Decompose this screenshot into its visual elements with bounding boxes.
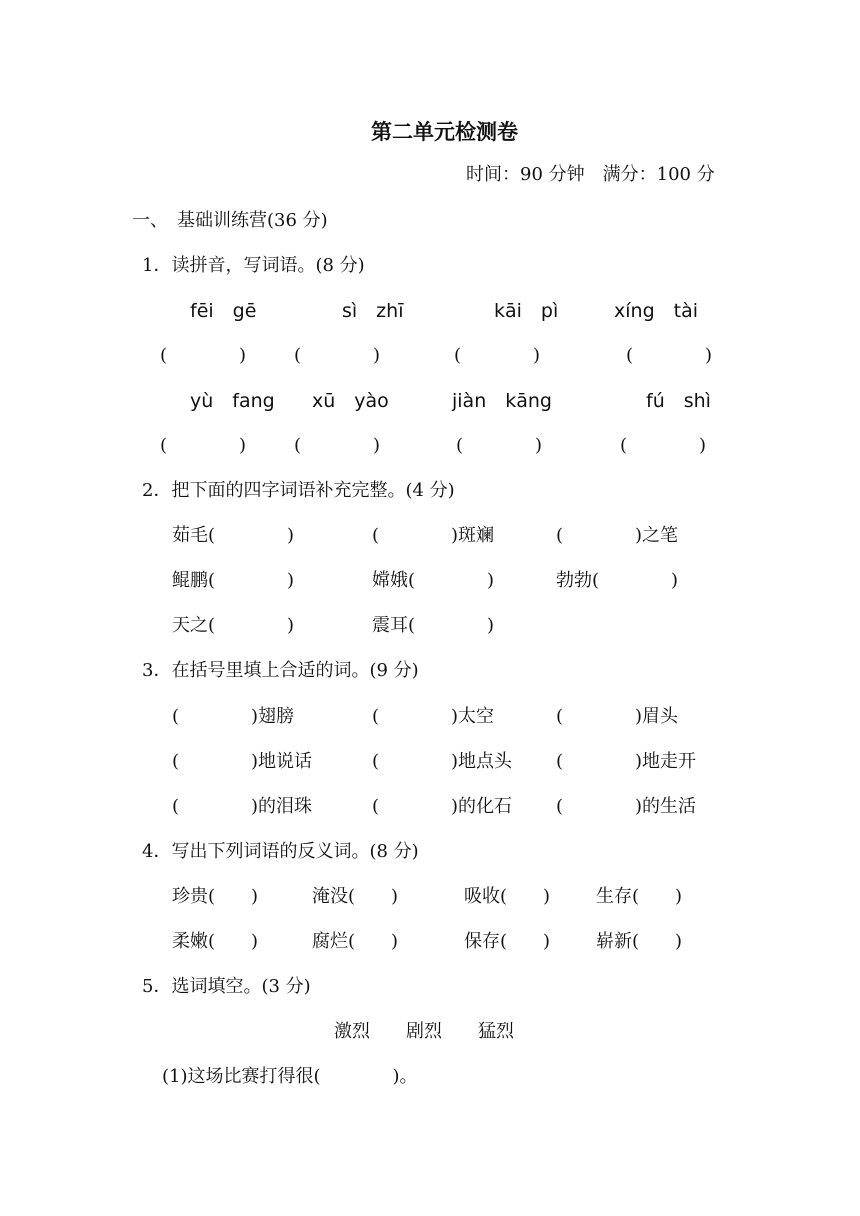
answer-blank[interactable]: ( ) [160,345,247,366]
fill-item[interactable]: ( )的泪珠 [172,796,313,817]
pinyin-item: xíng tài [614,300,698,322]
answer-blank[interactable]: ( ) [294,345,381,366]
fill-item[interactable]: 天之( ) [172,615,295,636]
question-5-prompt: 5．选词填空。(3 分) [142,976,311,997]
antonym-item[interactable]: 崭新( ) [596,931,683,952]
fill-item[interactable]: ( )地走开 [556,751,697,772]
fill-item[interactable]: ( )的化石 [372,796,513,817]
antonym-item[interactable]: 柔嫩( ) [172,931,259,952]
fill-sentence[interactable]: (1)这场比赛打得很( )。 [162,1066,418,1087]
question-1-prompt: 1．读拼音，写词语。(8 分) [142,255,365,276]
exam-meta: 时间：90 分钟 满分：100 分 [466,164,715,185]
pinyin-item: jiàn kāng [452,390,552,412]
fill-item[interactable]: ( )之笔 [556,525,679,546]
fill-item[interactable]: ( )的生活 [556,796,697,817]
antonym-item[interactable]: 腐烂( ) [312,931,399,952]
pinyin-item: kāi pì [494,300,559,322]
antonym-item[interactable]: 珍贵( ) [172,886,259,907]
antonym-item[interactable]: 生存( ) [596,886,683,907]
pinyin-item: yù fang [190,390,275,412]
fill-item[interactable]: 嫦娥( ) [372,570,495,591]
word-choices: 激烈 剧烈 猛烈 [334,1021,514,1042]
antonym-item[interactable]: 淹没( ) [312,886,399,907]
pinyin-item: fēi gē [190,300,257,322]
answer-blank[interactable]: ( ) [160,435,247,456]
answer-blank[interactable]: ( ) [294,435,381,456]
fill-item[interactable]: ( )地说话 [172,751,313,772]
answer-blank[interactable]: ( ) [456,435,543,456]
antonym-item[interactable]: 保存( ) [464,931,551,952]
fill-item[interactable]: 勃勃( ) [556,570,679,591]
answer-blank[interactable]: ( ) [454,345,541,366]
question-3-prompt: 3．在括号里填上合适的词。(9 分) [142,660,419,681]
fill-item[interactable]: ( )眉头 [556,706,679,727]
fill-item[interactable]: ( )斑斓 [372,525,495,546]
pinyin-item: sì zhī [342,300,404,322]
page-title: 第二单元检测卷 [371,119,518,144]
pinyin-item: fú shì [646,390,711,412]
question-4-prompt: 4．写出下列词语的反义词。(8 分) [142,841,419,862]
fill-item[interactable]: 鲲鹏( ) [172,570,295,591]
antonym-item[interactable]: 吸收( ) [464,886,551,907]
answer-blank[interactable]: ( ) [620,435,707,456]
fill-item[interactable]: ( )地点头 [372,751,513,772]
answer-blank[interactable]: ( ) [626,345,713,366]
fill-item[interactable]: ( )太空 [372,706,495,727]
fill-item[interactable]: 茹毛( ) [172,525,295,546]
section-heading: 一、 基础训练营(36 分) [132,210,328,231]
fill-item[interactable]: 震耳( ) [372,615,495,636]
pinyin-item: xū yào [312,390,389,412]
question-2-prompt: 2．把下面的四字词语补充完整。(4 分) [142,480,455,501]
fill-item[interactable]: ( )翅膀 [172,706,295,727]
